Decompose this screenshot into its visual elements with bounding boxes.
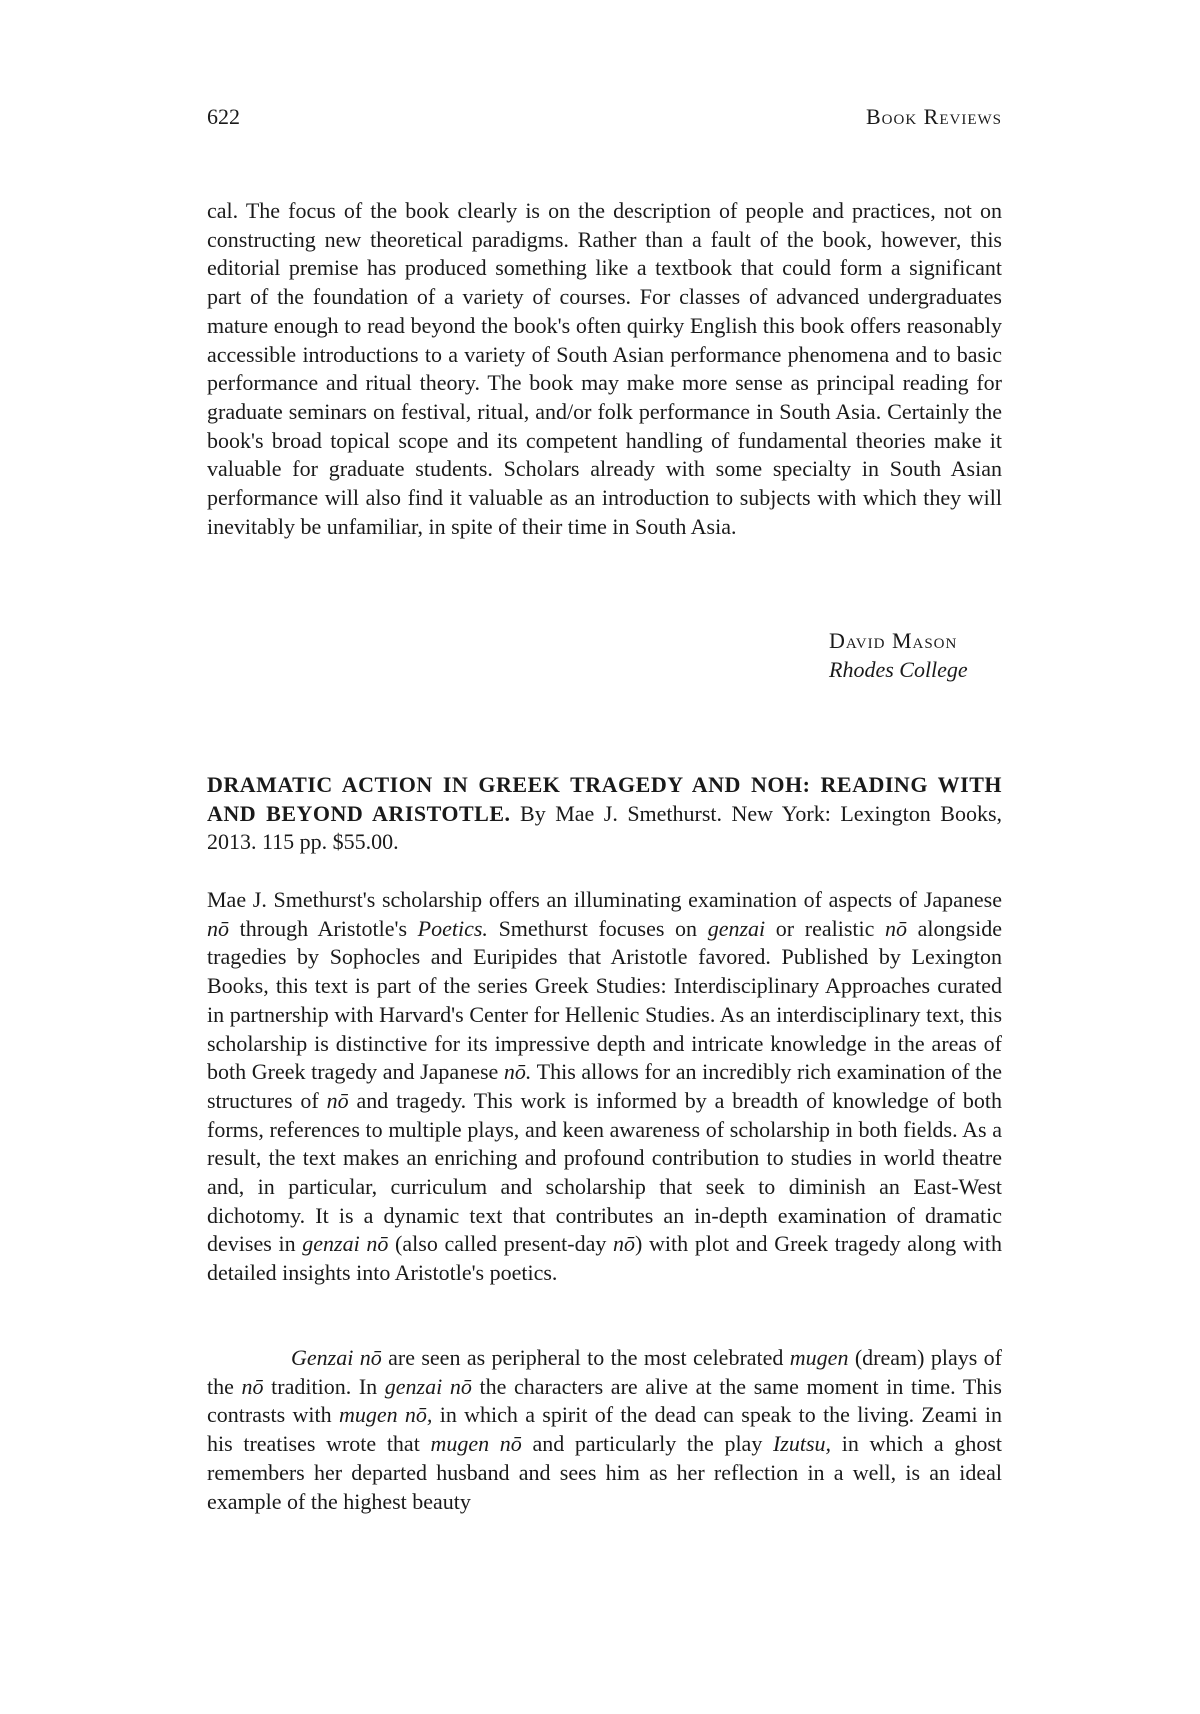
book-citation: By Mae J. Smethurst. New York: Lexington Books, 2013. 115 pp. $55.00. <box>207 800 1003 855</box>
previous-review-closing-paragraph: cal. The focus of the book clearly is on the description of people and practices, not on constructing new theoretical paradigms. Rather than a fault of the book, however, this editorial premise has produced something like a textbook that could form a significant part of the foundation of a variety of courses. For classes of advanced undergraduates mature enough to read beyond the book's often quirky English this book offers reasonably accessible introductions to a variety of South Asian performance phenomena and to basic performance and ritual theory. The book may make more sense as principal reading for graduate seminars on festival, ritual, and/or folk performance in South Asia. Certainly the book's broad topical scope and its competent handling of fundamental theories make it valuable for graduate students. Scholars already with some specialty in South Asian performance will also find it valuable as an introduction to subjects with which they will inevitably be unfamiliar, in spite of their time in South Asia. <box>207 198 1002 539</box>
reviewer-signature <box>829 627 968 684</box>
book-page <box>207 0 1002 1714</box>
running-head <box>207 104 1002 134</box>
review-paragraph-2: Genzai nō are seen as peripheral to the most celebrated mugen (dream) plays of the nō tradition. In genzai nō the characters are alive at the same moment in time. This contrasts with mugen nō, in which a spirit of the dead can speak to the living. Zeami in his treatises wrote that mugen nō and particularly the play Izutsu, in which a ghost remembers her departed husband and sees him as her reflection in a well, is an ideal example of the highest beauty <box>207 1345 1003 1514</box>
review-paragraph-1: Mae J. Smethurst's scholarship offers an illuminating examination of aspects of Japanese nō through Aristotle's Poetics. Smethurst focuses on genzai or realistic nō alongside tragedies by Sophocles and Euripides that Aristotle favored. Published by Lexington Books, this text is part of the series Greek Studies: Interdisciplinary Approaches curated in partnership with Harvard's Center for Hellenic Studies. As an interdisciplinary text, this scholarship is distinctive for its impressive depth and intricate knowledge in the areas of both Greek tragedy and Japanese nō. This allows for an incredibly rich examination of the structures of nō and tragedy. This work is informed by a breadth of knowledge of both forms, references to multiple plays, and keen awareness of scholarship in both fields. As a result, the text makes an enriching and profound contribution to studies in world theatre and, in particular, curriculum and scholarship that seek to diminish an East-West dichotomy. It is a dynamic text that contributes an in-depth examination of dramatic devises in genzai nō (also called present-day nō) with plot and Greek tragedy along with detailed insights into Aristotle's poetics. <box>207 887 1003 1286</box>
review-heading <box>207 771 1002 857</box>
reviewer-name: David Mason <box>829 628 958 653</box>
book-title: DRAMATIC ACTION IN GREEK TRAGEDY AND NOH: READING WITH AND BEYOND ARISTOTLE. <box>207 772 1002 826</box>
page-number: 622 <box>207 104 240 129</box>
reviewer-affiliation: Rhodes College <box>829 656 968 682</box>
section-title: Book Reviews <box>866 104 1002 129</box>
